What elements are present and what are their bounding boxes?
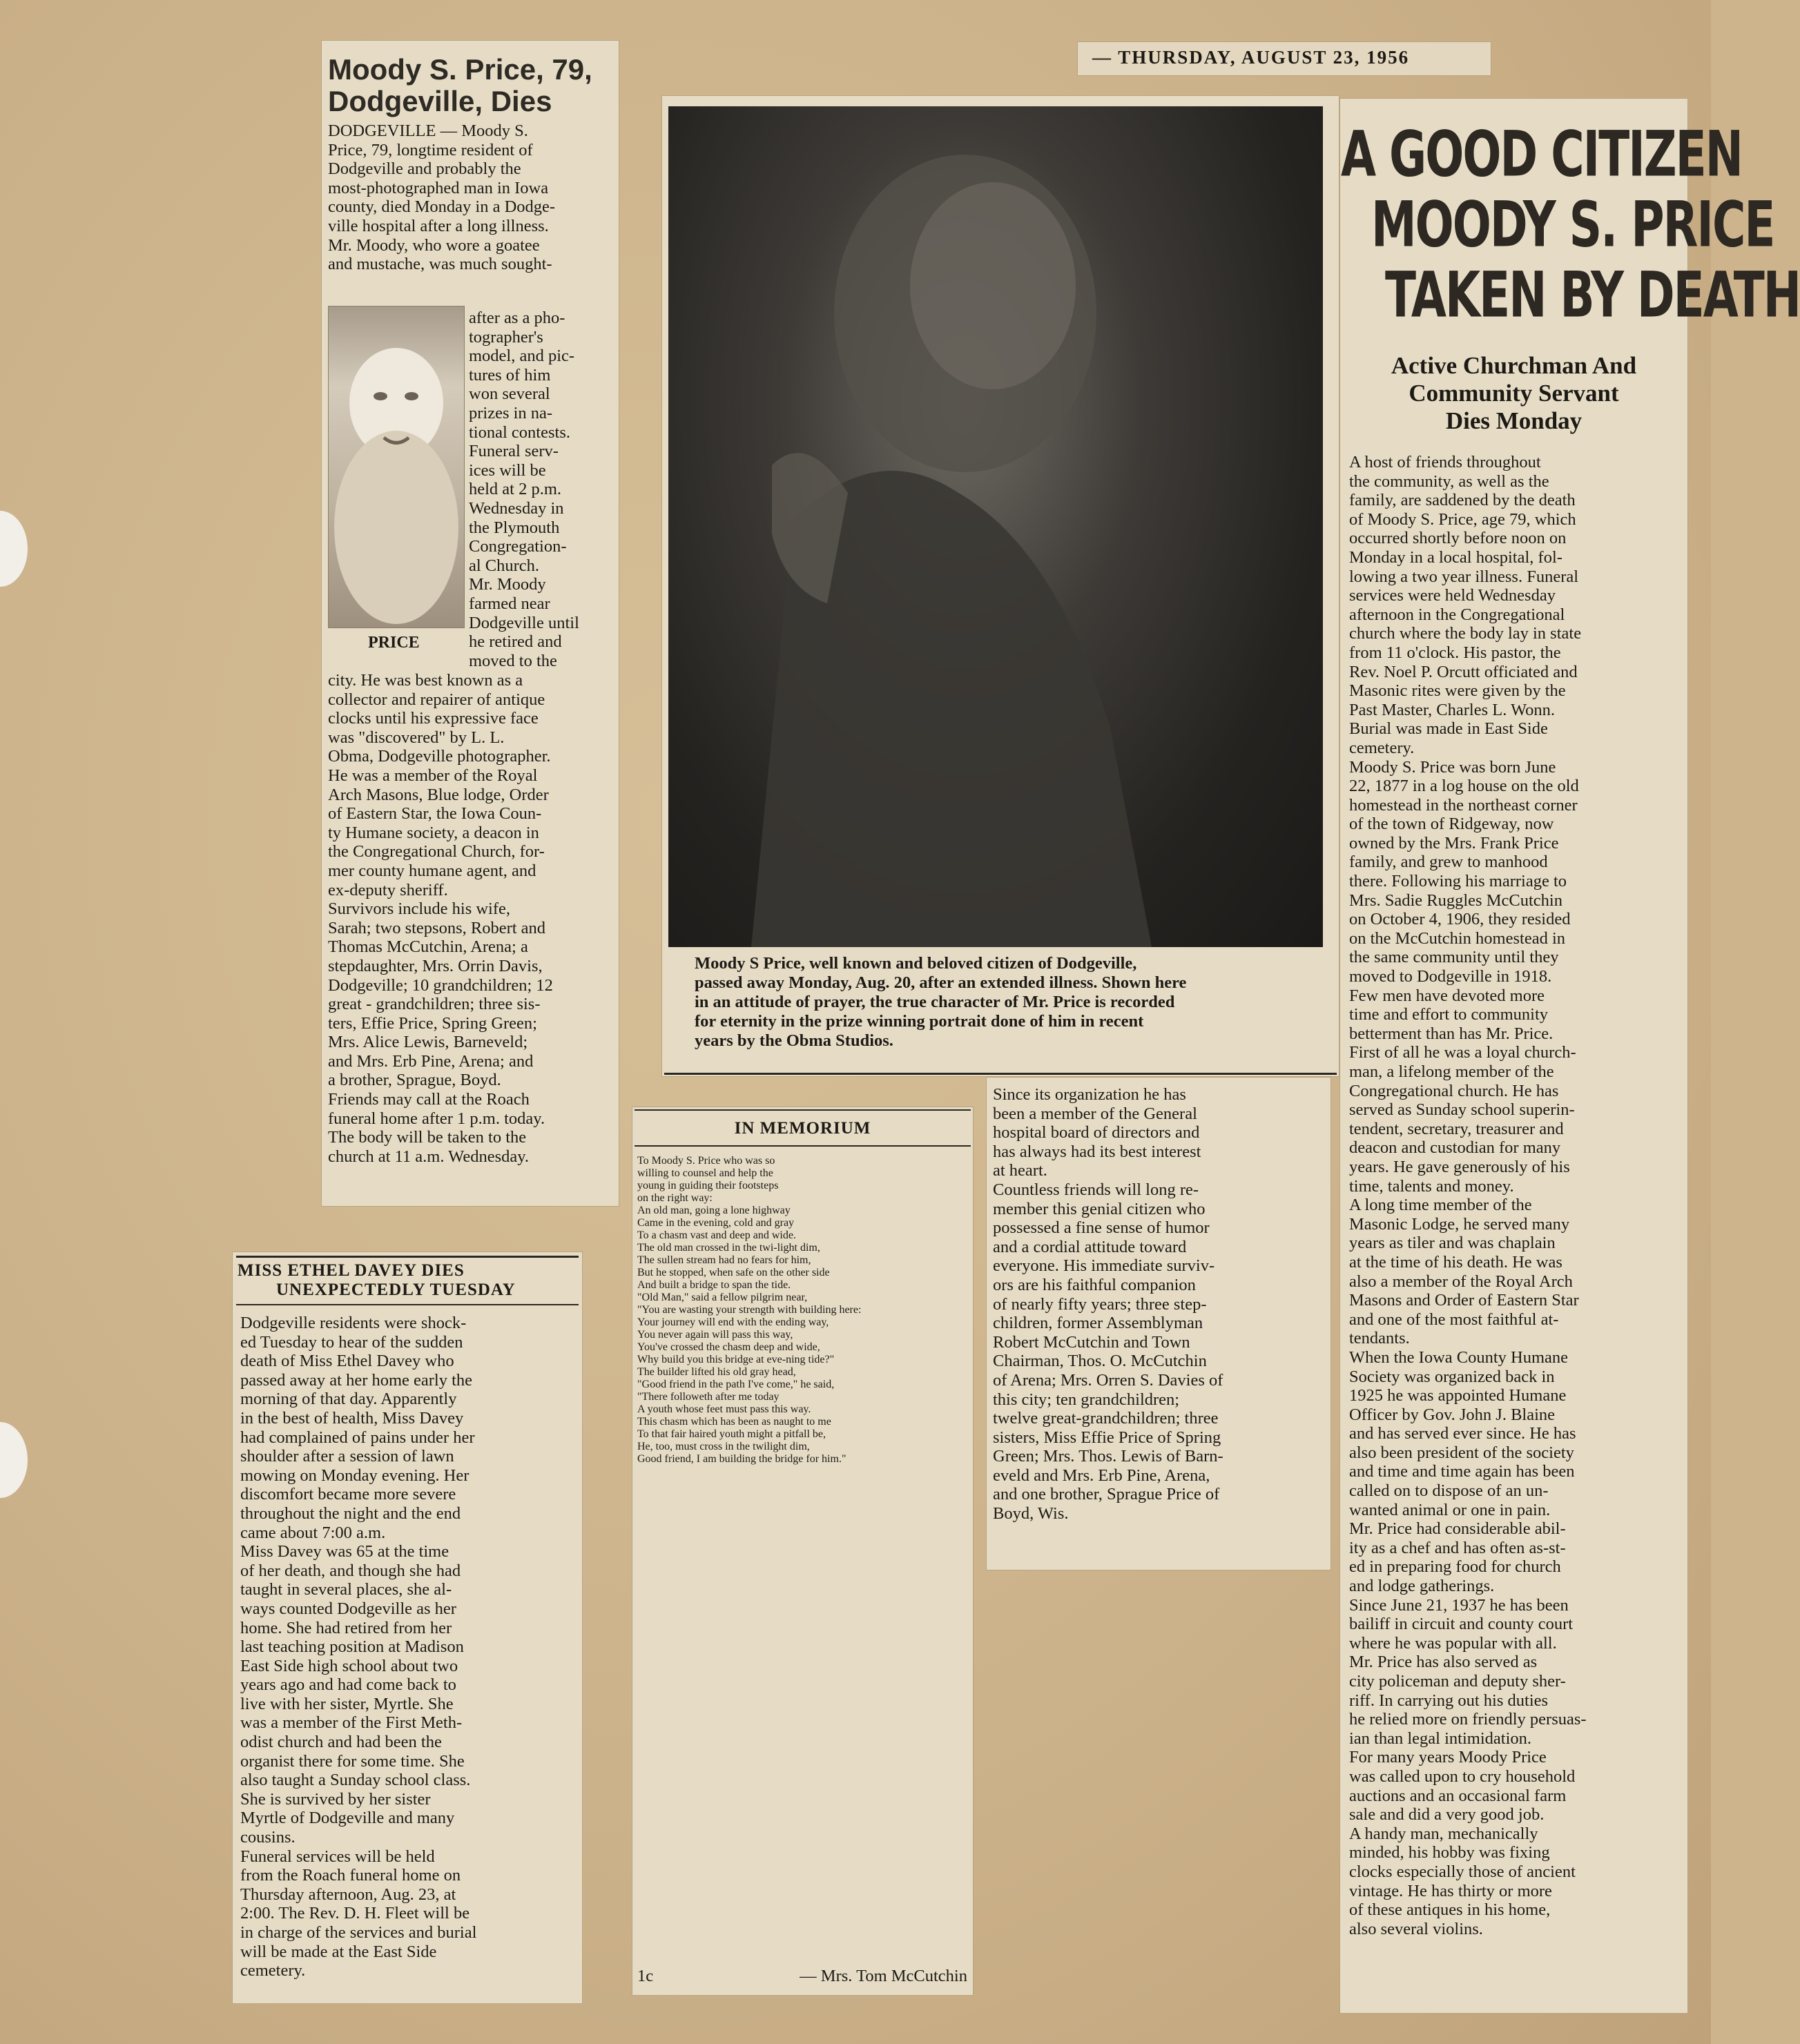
main-article-line: 22, 1877 in a log house on the old [1349, 777, 1579, 796]
poem-line: willing to counsel and help the [637, 1167, 773, 1179]
memorium-rule-top [635, 1109, 971, 1111]
main-article-line: A long time member of the [1349, 1196, 1532, 1215]
main-article-line: and lodge gatherings. [1349, 1577, 1495, 1596]
memorium-title: IN MEMORIUM [734, 1119, 871, 1138]
main-article-line: Rev. Noel P. Orcutt officiated and [1349, 662, 1578, 681]
main-article-line: city policeman and deputy sher- [1349, 1672, 1566, 1691]
clip2-line: 2:00. The Rev. D. H. Fleet will be [240, 1904, 470, 1923]
clip1-line: stepdaughter, Mrs. Orrin Davis, [328, 956, 543, 975]
main-article-line: Masonic rites were given by the [1349, 681, 1566, 701]
main-article-line: riff. In carrying out his duties [1349, 1691, 1549, 1710]
main-headline-line1: A GOOD CITIZEN [1341, 117, 1742, 191]
continuation-line: Since its organization he has [993, 1085, 1186, 1104]
clip2-body [240, 1314, 574, 1980]
main-article-line: where he was popular with all. [1349, 1633, 1557, 1653]
continuation-line: possessed a fine sense of humor [993, 1218, 1210, 1238]
clip1-text-bottom [328, 671, 614, 1166]
continuation-line: and one brother, Sprague Price of [993, 1485, 1220, 1504]
poem-line: And built a bridge to span the tide. [637, 1279, 791, 1291]
continuation-line: of Arena; Mrs. Orren S. Davies of [993, 1370, 1223, 1390]
main-article-line: Mrs. Sadie Ruggles McCutchin [1349, 890, 1562, 910]
clip2-line: East Side high school about two [240, 1656, 458, 1675]
clip2-line: cemetery. [240, 1961, 306, 1980]
clip2-line: Myrtle of Dodgeville and many [240, 1809, 455, 1828]
clip1-line: mer county humane agent, and [328, 861, 536, 880]
portrait-photo [668, 106, 1323, 947]
main-subhead-line3: Dies Monday [1445, 407, 1583, 434]
poem-line: This chasm which has been as naught to me [637, 1416, 831, 1428]
poem-line: on the right way: [637, 1192, 713, 1204]
clip2-line: Miss Davey was 65 at the time [240, 1542, 449, 1561]
poem-line: Why build you this bridge at eve-ning tide?" [637, 1354, 835, 1365]
poem-line: "Good friend in the path I've come," he said, [637, 1379, 835, 1390]
main-article-line: also a member of the Royal Arch [1349, 1272, 1573, 1291]
clip1-line: Sarah; two stepsons, Robert and [328, 918, 546, 937]
main-article-line: bailiff in circuit and county court [1349, 1615, 1574, 1634]
clip2-headline [236, 1261, 579, 1300]
main-article-line: church where the body lay in state [1349, 624, 1582, 643]
clip1-text-top [328, 121, 614, 274]
main-article-line: of these antiques in his home, [1349, 1900, 1551, 1920]
main-article-line: wanted animal or one in pain. [1349, 1500, 1551, 1519]
clipping-portrait-photo [661, 95, 1339, 1077]
main-article-line: man, a lifelong member of the [1349, 1062, 1554, 1081]
main-article-line: family, are saddened by the death [1349, 491, 1576, 510]
poem-line: young in guiding their footsteps [637, 1180, 779, 1191]
portrait-rule [664, 1073, 1337, 1075]
caption-line: Moody S Price, well known and beloved citizen of Dodgeville, [695, 954, 1137, 973]
clip2-line: last teaching position at Madison [240, 1637, 464, 1657]
clip1-line: model, and pic- [469, 347, 575, 366]
main-subhead [1339, 352, 1688, 435]
clipping-price-obituary [321, 40, 619, 1207]
clip1-line: Wednesday in [469, 498, 564, 518]
poem-line: Your journey will end with the ending way, [637, 1316, 829, 1328]
clip1-line: Obma, Dodgeville photographer. [328, 747, 551, 766]
clip2-line: organist there for some time. She [240, 1751, 465, 1771]
caption-line: in an attitude of prayer, the true character of Mr. Price is recorded [695, 993, 1175, 1011]
main-article-line: from 11 o'clock. His pastor, the [1349, 643, 1561, 662]
clip1-line: after as a pho- [469, 309, 565, 327]
main-article-line: services were held Wednesday [1349, 586, 1556, 605]
main-article-line: also been president of the society [1349, 1443, 1574, 1462]
main-article-line: Mr. Price had considerable abil- [1349, 1519, 1566, 1539]
main-headline-line2: MOODY S. PRICE [1371, 188, 1774, 262]
main-article-line: tendent, secretary, treasurer and [1349, 1119, 1564, 1138]
clip2-rule-mid [236, 1304, 579, 1305]
clip1-line: farmed near [469, 594, 550, 613]
clip1-line: county, died Monday in a Dodge- [328, 197, 556, 217]
dateline: — THURSDAY, AUGUST 23, 1956 [1092, 47, 1410, 68]
dateline-strip [1077, 41, 1491, 76]
clip2-line: of her death, and though she had [240, 1561, 461, 1580]
main-article-line: Moody S. Price was born June [1349, 757, 1556, 777]
main-article-line: minded, his hobby was fixing [1349, 1843, 1550, 1862]
memorium-signature: — Mrs. Tom McCutchin [800, 1967, 967, 1985]
poem-line: The builder lifted his old gray head, [637, 1366, 796, 1378]
main-article-line: he relied more on friendly persuas- [1349, 1710, 1587, 1729]
clip2-line: ed Tuesday to hear of the sudden [240, 1332, 463, 1352]
clip1-line: Dodgeville until [469, 613, 579, 632]
clip1-line: Mrs. Alice Lewis, Barneveld; [328, 1033, 528, 1052]
main-article-line: on October 4, 1906, they resided [1349, 910, 1571, 929]
clip1-line: He was a member of the Royal [328, 766, 538, 785]
main-article-line: Monday in a local hospital, fol- [1349, 547, 1562, 567]
clip2-line: live with her sister, Myrtle. She [240, 1694, 454, 1713]
main-article-line: sale and did a very good job. [1349, 1805, 1545, 1824]
clip2-line: Funeral services will be held [240, 1847, 435, 1866]
clipping-in-memorium [632, 1107, 974, 1996]
clip2-headline-line1: MISS ETHEL DAVEY DIES [238, 1261, 465, 1280]
clip2-line: She is survived by her sister [240, 1789, 431, 1809]
poem-line: To a chasm vast and deep and wide. [637, 1229, 796, 1241]
continuation-line: eveld and Mrs. Erb Pine, Arena, [993, 1466, 1210, 1485]
clip2-line: Dodgeville residents were shock- [240, 1314, 467, 1332]
clip2-line: had complained of pains under her [240, 1428, 475, 1447]
clip1-line: Arch Masons, Blue lodge, Order [328, 785, 549, 804]
poem-line: Good friend, I am building the bridge for him." [637, 1453, 846, 1465]
clip1-line: Price, 79, longtime resident of [328, 140, 533, 159]
main-article-line: owned by the Mrs. Frank Price [1349, 833, 1559, 853]
clip1-headline-line1: Moody S. Price, 79, [328, 53, 592, 86]
clip2-line: Thursday afternoon, Aug. 23, at [240, 1885, 456, 1904]
poem-line: But he stopped, when safe on the other side [637, 1267, 830, 1278]
clipping-davey-obituary [232, 1252, 583, 2004]
continuation-line: has always had its best interest [993, 1142, 1201, 1161]
poem-line: A youth whose feet must pass this way. [637, 1403, 811, 1415]
main-article-line: served as Sunday school superin- [1349, 1100, 1575, 1120]
continuation-line: of nearly fifty years; three step- [993, 1294, 1207, 1314]
main-article-line: was called upon to cry household [1349, 1766, 1576, 1786]
clip2-rule-top [236, 1256, 579, 1258]
poem-line: He, too, must cross in the twilight dim, [637, 1441, 810, 1452]
clip1-line: most-photographed man in Iowa [328, 178, 549, 197]
main-article-body [1349, 453, 1682, 1938]
main-article-line: vintage. He has thirty or more [1349, 1881, 1552, 1900]
poem-line: To Moody S. Price who was so [637, 1155, 775, 1167]
clip1-line: tures of him [469, 365, 551, 385]
clip2-line: in charge of the services and burial [240, 1923, 477, 1942]
clip1-headline-line2: Dodgeville, Dies [328, 85, 552, 117]
main-article-line: family, and grew to manhood [1349, 853, 1548, 872]
main-article-line: deacon and custodian for many [1349, 1138, 1561, 1158]
clip1-line: he retired and [469, 632, 562, 652]
clip2-line: throughout the night and the end [240, 1503, 461, 1523]
clip1-line: Thomas McCutchin, Arena; a [328, 937, 528, 957]
clip1-line: church at 11 a.m. Wednesday. [328, 1147, 530, 1166]
clip1-line: Mr. Moody, who wore a goatee [328, 235, 540, 255]
main-article-line: tendants. [1349, 1329, 1410, 1348]
main-subhead-line2: Community Servant [1409, 380, 1619, 407]
poem-line: To that fair haired youth might a pitfall be, [637, 1428, 826, 1440]
main-article-line: Masons and Order of Eastern Star [1349, 1291, 1579, 1310]
main-article-line: occurred shortly before noon on [1349, 529, 1567, 548]
clip2-line: discomfort became more severe [240, 1485, 456, 1504]
clip1-line: tional contests. [469, 422, 570, 442]
main-article-line: Since June 21, 1937 he has been [1349, 1595, 1569, 1615]
continuation-line: ors are his faithful companion [993, 1275, 1196, 1294]
clip1-line: city. He was best known as a [328, 671, 523, 690]
main-article-line: years. He gave generously of his [1349, 1157, 1570, 1176]
continuation-line: Robert McCutchin and Town [993, 1332, 1190, 1352]
caption-line: passed away Monday, Aug. 20, after an extended illness. Shown here [695, 973, 1187, 992]
caption-line: for eternity in the prize winning portrait done of him in recent [695, 1012, 1144, 1031]
continuation-line: Countless friends will long re- [993, 1180, 1199, 1199]
continuation-line: hospital board of directors and [993, 1123, 1200, 1142]
clip1-line: The body will be taken to the [328, 1128, 527, 1147]
main-article-line: auctions and an occasional farm [1349, 1786, 1567, 1805]
clip1-line: ty Humane society, a deacon in [328, 823, 539, 842]
main-article-line: Masonic Lodge, he served many [1349, 1214, 1570, 1234]
clip2-line: taught in several places, she al- [240, 1580, 452, 1599]
portrait-caption [695, 954, 1323, 1051]
continuation-line: and a cordial attitude toward [993, 1237, 1187, 1256]
continuation-line: been a member of the General [993, 1104, 1197, 1123]
clip2-line: years ago and had come back to [240, 1675, 456, 1695]
continuation-line: member this genial citizen who [993, 1199, 1206, 1218]
main-article-line: Congregational church. He has [1349, 1081, 1559, 1100]
clip1-line: and mustache, was much sought- [328, 255, 552, 274]
main-headline-line3: TAKEN BY DEATH [1385, 258, 1800, 332]
main-subhead-line1: Active Churchman And [1391, 352, 1637, 379]
poem-line: "Old Man," said a fellow pilgrim near, [637, 1292, 808, 1303]
main-article-line: years as tiler and was chaplain [1349, 1234, 1556, 1253]
memorium-poem [637, 1155, 967, 1466]
main-article-line: time and effort to community [1349, 1005, 1549, 1024]
memorium-signature-left: 1c [637, 1967, 654, 1985]
clipping-article-continuation [986, 1077, 1331, 1570]
main-article-line: First of all he was a loyal church- [1349, 1043, 1576, 1062]
main-article-line: moved to Dodgeville in 1918. [1349, 967, 1552, 986]
clip2-line: shoulder after a session of lawn [240, 1447, 454, 1466]
memorium-signature-row [637, 1967, 967, 1986]
poem-line: You never again will pass this way, [637, 1329, 793, 1341]
clip1-line: won several [469, 385, 550, 404]
main-article-line: ity as a chef and has often as-st- [1349, 1538, 1566, 1557]
main-article-line: and time and time again has been [1349, 1462, 1575, 1481]
clip2-line: came about 7:00 a.m. [240, 1523, 386, 1542]
main-article-line: the same community until they [1349, 948, 1559, 967]
clip1-line: ex-deputy sheriff. [328, 880, 448, 899]
continuation-body [993, 1085, 1324, 1524]
clip2-headline-line2: UNEXPECTEDLY TUESDAY [276, 1281, 516, 1299]
clip1-line: ters, Effie Price, Spring Green; [328, 1013, 537, 1033]
clip1-line: Dodgeville and probably the [328, 159, 521, 179]
main-article-line: betterment than has Mr. Price. [1349, 1024, 1554, 1043]
clip2-line: will be made at the East Side [240, 1942, 437, 1961]
clip1-line: and Mrs. Erb Pine, Arena; and [328, 1051, 534, 1071]
portrait-figure [668, 106, 1323, 947]
clip1-line: a brother, Sprague, Boyd. [328, 1071, 501, 1090]
main-article-line: Officer by Gov. John J. Blaine [1349, 1405, 1556, 1424]
main-article-line: Mr. Price has also served as [1349, 1653, 1538, 1672]
main-article-line: cemetery. [1349, 738, 1415, 757]
clip1-line: ices will be [469, 460, 546, 480]
clip2-line: morning of that day. Apparently [240, 1390, 457, 1409]
continuation-line: Green; Mrs. Thos. Lewis of Barn- [993, 1447, 1223, 1466]
clip1-line: prizes in na- [469, 403, 553, 422]
main-article-line: also several violins. [1349, 1919, 1483, 1938]
main-article-line: of the town of Ridgeway, now [1349, 815, 1554, 834]
clip1-line: Congregation- [469, 537, 567, 556]
clip1-line: the Plymouth [469, 518, 560, 537]
poem-line: An old man, going a lone highway [637, 1205, 791, 1216]
continuation-line: sisters, Miss Effie Price of Spring [993, 1428, 1221, 1447]
clip2-line: was a member of the First Meth- [240, 1713, 463, 1733]
poem-line: The sullen stream had no fears for him, [637, 1254, 811, 1266]
caption-line: years by the Obma Studios. [695, 1031, 893, 1050]
clipping-main-article [1339, 98, 1800, 2014]
continuation-line: this city; ten grandchildren; [993, 1390, 1180, 1409]
main-article-line: lowing a two year illness. Funeral [1349, 567, 1579, 586]
clip2-line: mowing on Monday evening. Her [240, 1466, 470, 1485]
main-article-line: and has served ever since. He has [1349, 1424, 1576, 1443]
main-article-line: there. Following his marriage to [1349, 872, 1567, 891]
clip1-line: great - grandchildren; three sis- [328, 995, 541, 1014]
clip1-line: tographer's [469, 327, 543, 347]
poem-line: "You are wasting your strength with building here: [637, 1304, 862, 1316]
continuation-line: at heart. [993, 1161, 1047, 1180]
clip1-line: collector and repairer of antique [328, 690, 545, 709]
clip2-line: passed away at her home early the [240, 1370, 473, 1390]
main-article-line: and one of the most faithful at- [1349, 1310, 1559, 1329]
continuation-line: Boyd, Wis. [993, 1504, 1069, 1524]
clip2-line: cousins. [240, 1828, 296, 1847]
main-article-line: A handy man, mechanically [1349, 1824, 1538, 1843]
memorium-rule-mid [635, 1145, 971, 1147]
clip2-line: in the best of health, Miss Davey [240, 1408, 464, 1428]
continuation-line: twelve great-grandchildren; three [993, 1409, 1219, 1428]
main-article-line: Burial was made in East Side [1349, 719, 1548, 739]
main-article-line: ian than legal intimidation. [1349, 1729, 1531, 1748]
clip1-line: Funeral serv- [469, 442, 559, 461]
main-article-line: the community, as well as the [1349, 471, 1549, 491]
clip1-line: the Congregational Church, for- [328, 842, 545, 862]
clip1-headline [328, 54, 592, 117]
clip1-line: Dodgeville; 10 grandchildren; 12 [328, 975, 553, 995]
main-article-line: time, talents and money. [1349, 1176, 1514, 1196]
main-article-line: afternoon in the Congregational [1349, 605, 1565, 624]
clip1-line: ville hospital after a long illness. [328, 216, 549, 235]
clip2-line: ways counted Dodgeville as her [240, 1599, 456, 1618]
main-article-line: called on to dispose of an un- [1349, 1481, 1549, 1501]
poem-line: You've crossed the chasm deep and wide, [637, 1341, 820, 1353]
clip1-line: Survivors include his wife, [328, 899, 511, 919]
main-article-line: clocks especially those of ancient [1349, 1862, 1576, 1881]
clip1-line: of Eastern Star, the Iowa Coun- [328, 804, 542, 824]
clip2-line: home. She had retired from her [240, 1618, 452, 1637]
clip1-line: held at 2 p.m. [469, 480, 562, 499]
clip2-line: odist church and had been the [240, 1733, 442, 1752]
clip1-line: clocks until his expressive face [328, 709, 539, 728]
main-article-line: A host of friends throughout [1349, 453, 1541, 471]
main-article-line: Society was organized back in [1349, 1367, 1555, 1386]
main-article-line: For many years Moody Price [1349, 1748, 1547, 1767]
poem-line: The old man crossed in the twi-light dim, [637, 1242, 820, 1254]
clip1-text-beside-photo [469, 309, 614, 670]
clip1-portrait-sketch [329, 306, 464, 627]
clip2-line: also taught a Sunday school class. [240, 1771, 471, 1790]
clip1-photo [328, 306, 465, 628]
main-article-line: When the Iowa County Humane [1349, 1347, 1569, 1367]
continuation-line: children, former Assemblyman [993, 1314, 1203, 1333]
clip1-line: DODGEVILLE — Moody S. [328, 121, 528, 140]
clip1-line: Friends may call at the Roach [328, 1090, 530, 1109]
main-article-line: homestead in the northeast corner [1349, 795, 1578, 815]
main-article-line: 1925 he was appointed Humane [1349, 1386, 1567, 1405]
poem-line: Came in the evening, cold and gray [637, 1217, 795, 1229]
main-headline [1339, 106, 1800, 332]
clip2-line: death of Miss Ethel Davey who [240, 1352, 454, 1371]
main-article-line: of Moody S. Price, age 79, which [1349, 509, 1576, 529]
continuation-line: everyone. His immediate surviv- [993, 1256, 1215, 1276]
clip1-line: was "discovered" by L. L. [328, 728, 505, 747]
continuation-line: Chairman, Thos. O. McCutchin [993, 1352, 1207, 1371]
main-article-line: at the time of his death. He was [1349, 1252, 1562, 1272]
main-article-line: Few men have devoted more [1349, 986, 1545, 1005]
clip1-line: Mr. Moody [469, 575, 546, 594]
clip1-line: al Church. [469, 556, 540, 575]
main-article-line: Past Master, Charles L. Wonn. [1349, 700, 1556, 719]
main-article-line: ed in preparing food for church [1349, 1557, 1561, 1577]
clip1-line: moved to the [469, 651, 557, 670]
clip1-photo-caption: PRICE [368, 634, 420, 652]
clip2-line: from the Roach funeral home on [240, 1866, 461, 1885]
poem-line: "There followeth after me today [637, 1391, 780, 1403]
clip1-line: funeral home after 1 p.m. today. [328, 1109, 545, 1128]
main-article-line: on the McCutchin homestead in [1349, 928, 1565, 948]
